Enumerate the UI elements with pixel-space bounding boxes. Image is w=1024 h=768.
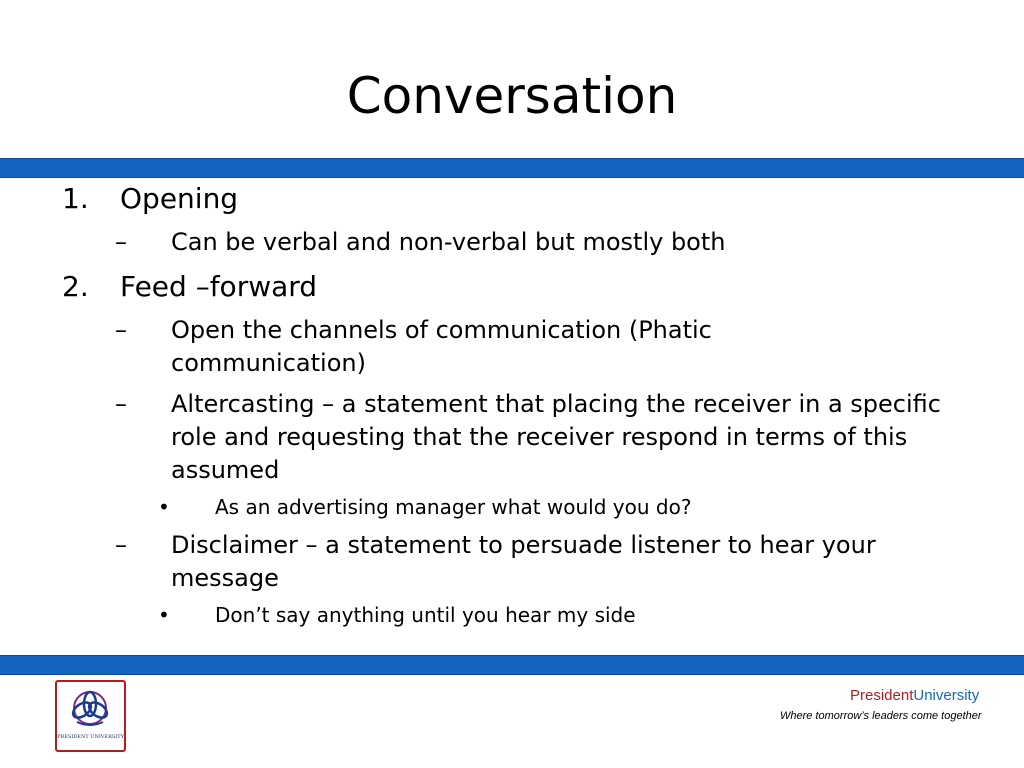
- bullet-marker: •: [158, 495, 170, 519]
- slide-title: Conversation: [346, 67, 678, 125]
- list-item-text: Don’t say anything until you hear my side: [215, 603, 636, 627]
- list-item-text: Opening: [120, 182, 239, 215]
- list-item-text: Altercasting – a statement that placing the receiver in a specific role and requesting that the receiver respond in terms of this assumed: [171, 390, 941, 484]
- dash-marker: –: [115, 316, 127, 344]
- dash-marker: –: [115, 531, 127, 559]
- brand-name: [850, 687, 979, 704]
- list-item-text: Disclaimer – a statement to persuade listener to hear your message: [171, 531, 876, 592]
- university-logo: [55, 680, 126, 752]
- dash-marker: –: [115, 390, 127, 418]
- list-item-text: As an advertising manager what would you do?: [215, 495, 692, 519]
- bottom-divider-bar: [0, 655, 1024, 675]
- brand-tagline: Where tomorrow’s leaders come together: [780, 710, 982, 722]
- list-item-text: Open the channels of communication (Phatic communication): [171, 316, 712, 377]
- brand-word-university: University: [913, 687, 980, 704]
- list-item-text: Can be verbal and non-verbal but mostly both: [171, 228, 726, 256]
- list-number: 1.: [62, 182, 89, 215]
- bullet-marker: •: [158, 603, 170, 627]
- brand-word-president: President: [850, 687, 914, 704]
- dash-marker: –: [115, 228, 127, 256]
- top-divider-bar: [0, 158, 1024, 178]
- logo-caption: PRESIDENT UNIVERSITY: [57, 734, 124, 740]
- list-number: 2.: [62, 270, 89, 303]
- list-item-text: Feed –forward: [120, 270, 318, 303]
